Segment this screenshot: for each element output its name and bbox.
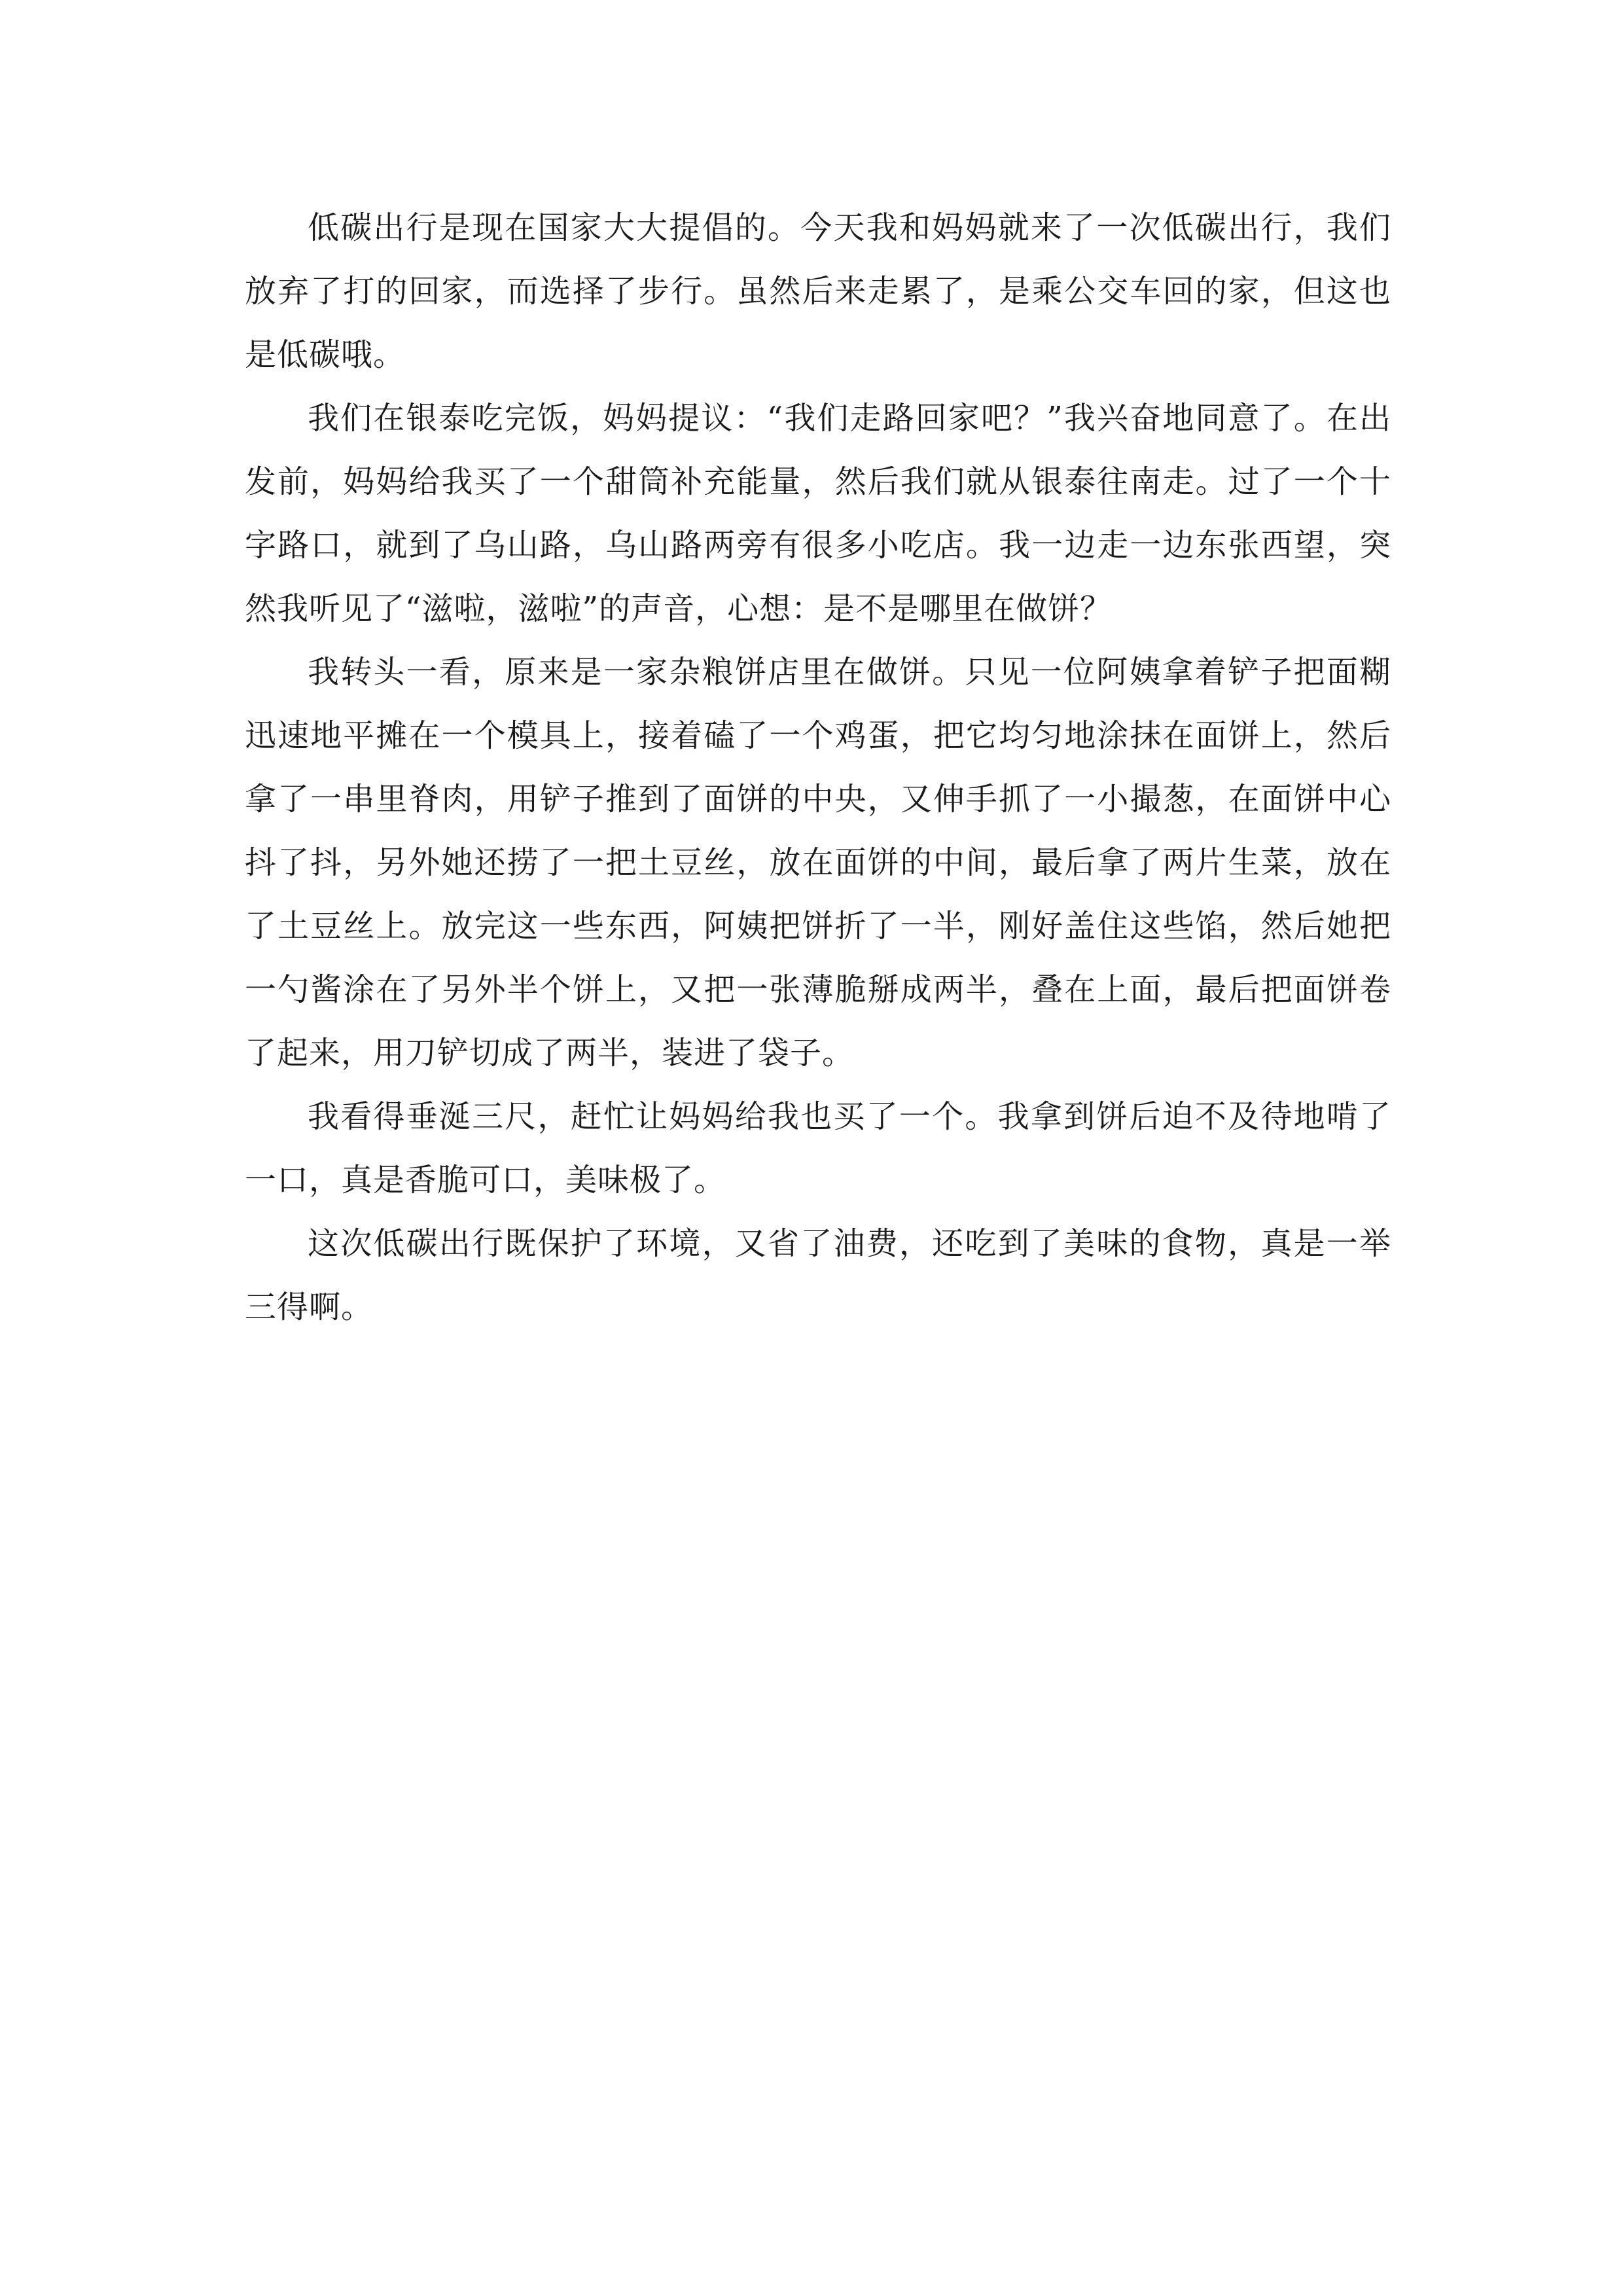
paragraph-2: 我们在银泰吃完饭，妈妈提议：“我们走路回家吧？”我兴奋地同意了。在出发前，妈妈给我买了一个甜筒补充能量，然后我们就从银泰往南走。过了一个十字路口，就到了乌山路，乌山路两旁有很多小吃店。我一边走一边东张西望，突然我听见了“滋啦，滋啦”的声音，心想：是不是哪里在做饼？ [245,400,1391,627]
paragraph-4: 我看得垂涎三尺，赶忙让妈妈给我也买了一个。我拿到饼后迫不及待地啃了一口，真是香脆可口，美味极了。 [245,1098,1391,1198]
paragraph-3: 我转头一看，原来是一家杂粮饼店里在做饼。只见一位阿姨拿着铲子把面糊迅速地平摊在一个模具上，接着磕了一个鸡蛋，把它均匀地涂抹在面饼上，然后拿了一串里脊肉，用铲子推到了面饼的中央，又伸手抓了一小撮葱，在面饼中心抖了抖，另外她还捞了一把土豆丝，放在面饼的中间，最后拿了两片生菜，放在了土豆丝上。放完这一些东西，阿姨把饼折了一半，刚好盖住这些馅，然后她把一勺酱涂在了另外半个饼上，又把一张薄脆掰成两半，叠在上面，最后把面饼卷了起来，用刀铲切成了两半，装进了袋子。 [245,654,1391,1071]
essay-body [245,196,1391,1339]
paragraph-1: 低碳出行是现在国家大大提倡的。今天我和妈妈就来了一次低碳出行，我们放弃了打的回家，而选择了步行。虽然后来走累了，是乘公交车回的家，但这也是低碳哦。 [245,209,1391,373]
paragraph-5: 这次低碳出行既保护了环境，又省了油费，还吃到了美味的食物，真是一举三得啊。 [245,1225,1391,1325]
